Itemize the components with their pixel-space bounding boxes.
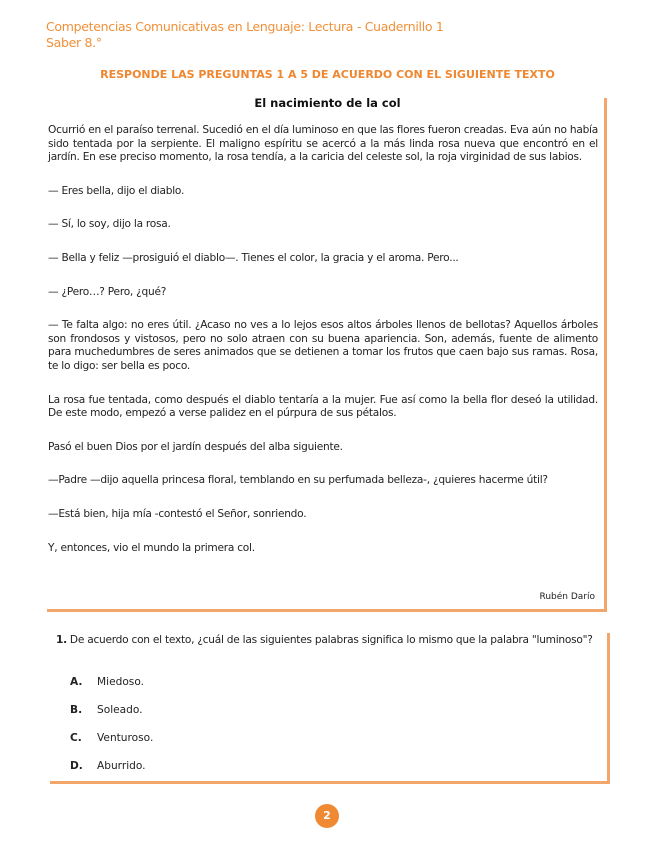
option-a[interactable] [70, 676, 144, 688]
page-number-badge: 2 [315, 804, 339, 828]
header-subject: Competencias Comunicativas en Lenguaje: Lectura - Cuadernillo 1 [46, 19, 444, 34]
header-grade: Saber 8.° [46, 35, 102, 50]
paragraph: —Está bien, hija mía -contestó el Señor, sonriendo. [48, 507, 307, 520]
instructions-heading: RESPONDE LAS PREGUNTAS 1 A 5 DE ACUERDO CON EL SIGUIENTE TEXTO [100, 68, 555, 81]
option-d[interactable] [70, 760, 146, 772]
option-letter: D. [70, 760, 83, 772]
story-author: Rubén Darío [539, 592, 595, 602]
paragraph: —Padre —dijo aquella princesa floral, temblando en su perfumada belleza-, ¿quieres hacerme útil? [48, 474, 548, 487]
paragraph: Y, entonces, vio el mundo la primera col. [48, 541, 255, 554]
question-text: De acuerdo con el texto, ¿cuál de las siguientes palabras significa lo mismo que la palabra "luminoso"? [69, 634, 593, 646]
option-text: Miedoso. [97, 676, 144, 688]
paragraph: Pasó el buen Dios por el jardín después del alba siguiente. [48, 440, 343, 453]
question-number: 1. [56, 634, 67, 646]
option-letter: C. [70, 732, 82, 744]
paragraph: Ocurrió en el paraíso terrenal. Sucedió en el día luminoso en que las flores fueron creadas. Eva aún no había sido tentada por la serpiente. El maligno espíritu se acercó a la más linda rosa nueva que encontró en el jardín. En ese preciso momento, la rosa tendía, a la caricia del celeste sol, la roja virginidad de sus labios. [48, 124, 598, 164]
option-letter: A. [70, 676, 83, 688]
option-c[interactable] [70, 732, 153, 744]
option-text: Soleado. [97, 704, 143, 716]
story-title: El nacimiento de la col [254, 96, 401, 110]
option-b[interactable] [70, 704, 143, 716]
option-text: Venturoso. [97, 732, 154, 744]
paragraph: — Sí, lo soy, dijo la rosa. [48, 218, 171, 231]
paragraph: — Bella y feliz —prosiguió el diablo—. Tienes el color, la gracia y el aroma. Pero... [48, 251, 459, 264]
question-1 [56, 634, 593, 646]
paragraph: — Eres bella, dijo el diablo. [48, 184, 185, 197]
paragraph: — Te falta algo: no eres útil. ¿Acaso no ves a lo lejos esos altos árboles llenos de bellotas? Aquellos árboles son frondosos y vistosos, pero no solo atraen con su buena apariencia. Son, además, fuente de alimento para muchedumbres de seres animados que se detienen a tomar los frutos que caen bajo sus ramas. Rosa, te lo digo: ser bella es poco. [48, 319, 598, 372]
option-letter: B. [70, 704, 83, 716]
story-body [48, 124, 598, 575]
paragraph: — ¿Pero…? Pero, ¿qué? [48, 285, 167, 298]
option-text: Aburrido. [97, 760, 146, 772]
paragraph: La rosa fue tentada, como después el diablo tentaría a la mujer. Fue así como la bella flor deseó la utilidad. De este modo, empezó a verse palidez en el púrpura de sus pétalos. [48, 393, 598, 420]
